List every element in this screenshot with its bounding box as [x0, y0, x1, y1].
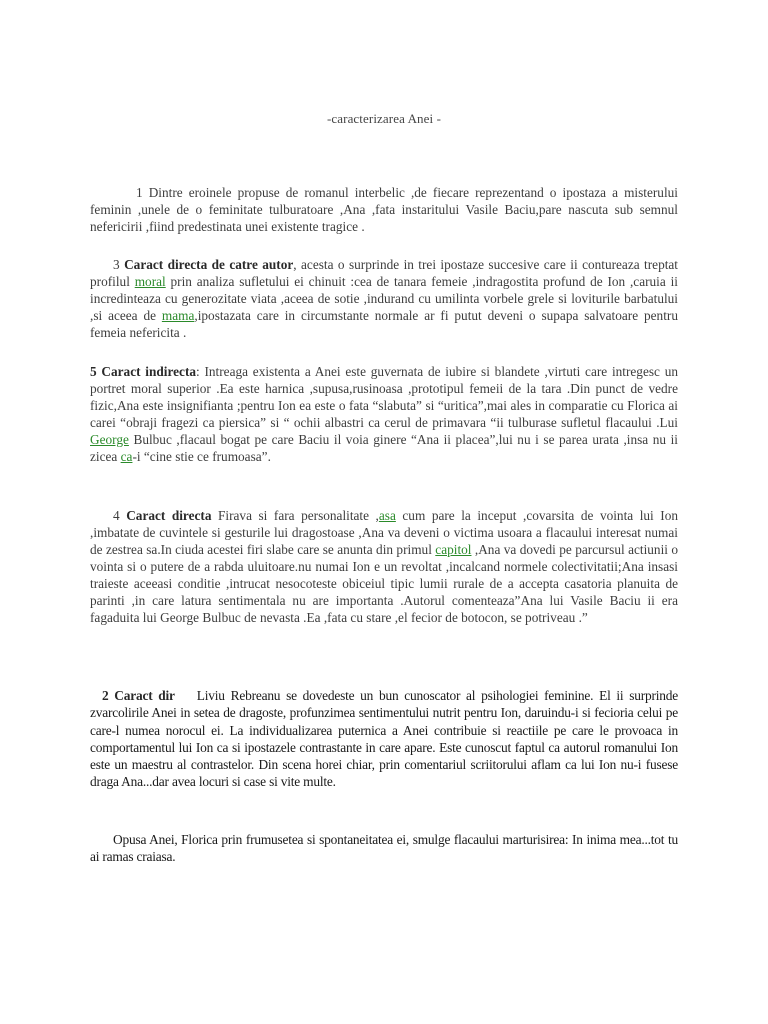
- paragraph-florica: [90, 831, 678, 866]
- paragraph-direct-rebreanu: [90, 687, 678, 791]
- paragraph-heading: Caract directa de catre autor: [124, 257, 294, 272]
- paragraph-text: Bulbuc ,flacaul bogat pe care Baciu il voia ginere “Ana ii placea”,lui nu i se parea urata ,insa nu ii zicea: [90, 432, 678, 464]
- link-asa[interactable]: asa: [378, 508, 396, 523]
- paragraph-text: , acesta o surprinde in trei ipostaze succesive care ii contureaza treptat profilul: [90, 257, 679, 289]
- paragraph-heading: Caract directa: [126, 508, 212, 523]
- paragraph-text: prin analiza sufletului ei chinuit :cea de tanara femeie ,indragostita profund de Ion ,caruia ii incredinteaza cu generozitate viata ,aceea de sotie ,indurand cu umilinta vorbele grele si loviturile barbatului ,si aceea de: [90, 274, 678, 323]
- paragraph-intro: [90, 184, 678, 235]
- link-moral[interactable]: moral: [134, 274, 166, 289]
- paragraph-indirect: [90, 363, 678, 465]
- link-capitol[interactable]: capitol: [435, 542, 472, 557]
- paragraph-heading: 5 Caract indirecta: [90, 364, 197, 379]
- paragraph-text: Firava si fara personalitate ,: [211, 508, 379, 523]
- paragraph-text: ,Ana va dovedi pe parcursul actiunii o vointa si o putere de a rabda uluitoare.nu numai Ion e un revoltat ,incalcand normele colectivitatii;Ana insasi traieste aceeasi conditie ,intrucat nesocoteste obiceiul tipic lumii rurale de a accepta casatoria planuita de parinti ,in care latura sentimentala nu are importanta .Autorul comenteaza”Ana lui Vasile Baciu ii era fagaduita lui George Bulbuc de nevasta .Ea ,fata cu stare ,el fecior de botocon, se potriveau .”: [90, 542, 679, 625]
- paragraph-direct-author: [90, 256, 678, 341]
- paragraph-text: Opusa Anei, Florica prin frumusetea si spontaneitatea ei, smulge flacaului marturisirea: In inima mea...tot tu ai ramas craiasa.: [90, 832, 678, 865]
- paragraph-number: 4: [113, 508, 127, 523]
- paragraph-number: 3: [113, 257, 125, 272]
- paragraph-text: -i “cine stie ce frumoasa”.: [132, 449, 271, 464]
- document-title: -caracterizarea Anei -: [326, 111, 442, 126]
- paragraph-intro-text: 1 Dintre eroinele propuse de romanul interbelic ,de fiecare reprezentand o ipostaza a misterului feminin ,unele de o feminitate tulburatoare ,Ana ,fata instaritului Vasile Baciu,pare nascuta sub semnul nefericirii ,fiind predestinata unei existente tragice .: [90, 185, 678, 234]
- link-ca[interactable]: ca: [120, 449, 133, 464]
- paragraph-text: : Intreaga existenta a Anei este guvernata de iubire si blandete ,virtuti care intregesc un portret moral superior .Ea este harnica ,supusa,rusinoasa ,prototipul femeii de la tara .Din punct de vedre fizic,Ana este insignifianta ;pentru Ion ea este o fata “slabuta” si “uritica”,mai ales in comparatie cu Florica ai carei “obraji fragezi ca piersica” si “ ochii albastri ca cerul de primavara “ii tulburase sufletul flacaului .Lui: [90, 364, 678, 430]
- link-george[interactable]: George: [90, 432, 129, 447]
- paragraph-heading: 2 Caract dir: [102, 688, 175, 703]
- paragraph-direct: [90, 507, 678, 626]
- paragraph-text: Liviu Rebreanu se dovedeste un bun cunoscator al psihologiei feminine. El ii surprinde zvarcolirile Anei in setea de dragoste, profunzimea sentimentului nutrit pentru Ion, daruindu-i si fecioria celui pe care-l numea norocul ei. La individualizarea puternica a Anei contribuie si reactiile pe care le provoaca in comportamentul lui Ion ca si ipostazele contrastante in care apare. Este cunoscut faptul ca autorul romanului Ion este un maestru al contrastelor. Din scena horei chiar, prin comentariul scriitorului aflam ca lui Ion nu-i fusese draga Ana...dar avea locuri si case si vite multe.: [90, 688, 678, 790]
- paragraph-text: cum pare la inceput ,covarsita de vointa lui Ion ,imbatate de cuvintele si gesturile lui dragostoase ,Ana va deveni o victima usoara a flacaului interesat numai de zestrea sa.In ciuda acestei firi slabe care se anunta din primul: [90, 508, 678, 557]
- link-mama[interactable]: mama: [161, 308, 195, 323]
- paragraph-text: ,ipostazata care in circumstante normale ar fi putut deveni o supapa salvatoare pentru femeia nefericita .: [90, 308, 678, 340]
